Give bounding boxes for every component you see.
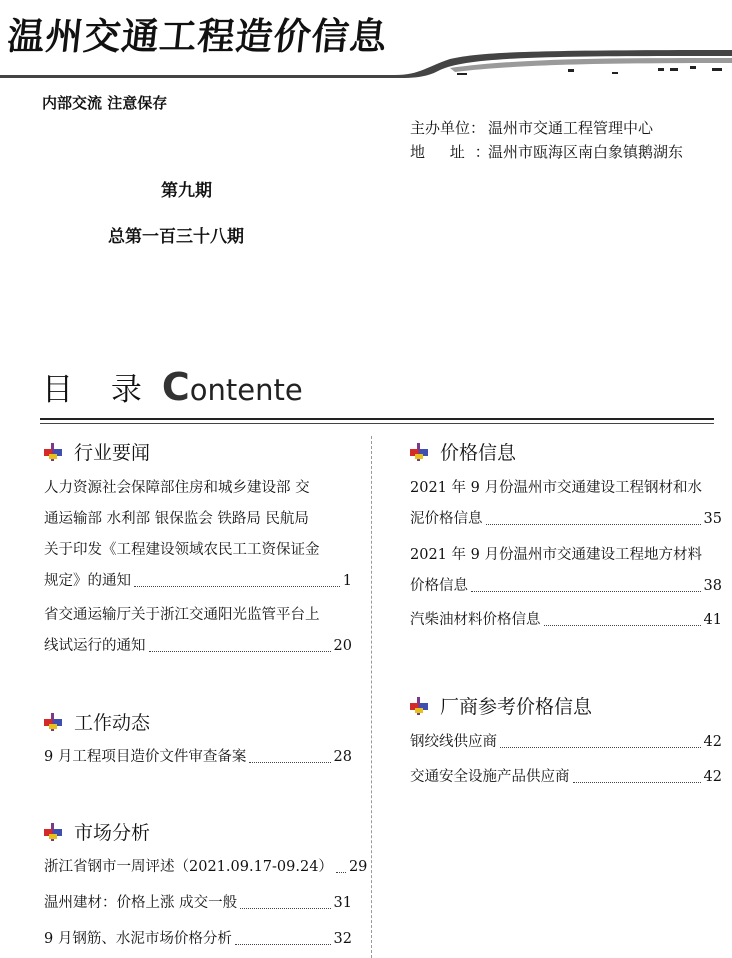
toc-entry-page: 38 <box>703 578 722 594</box>
toc-entry-page: 42 <box>703 734 722 750</box>
toc-entry[interactable] <box>44 888 352 919</box>
toc-entry-text: 浙江省钢市一周评述（2021.09.17-09.24） <box>44 859 333 875</box>
internal-note: 内部交流 注意保存 <box>42 94 168 112</box>
section-title: 行业要闻 <box>74 442 151 464</box>
leader-dots <box>134 566 340 587</box>
toc-entry-text: 价格信息 <box>410 578 468 594</box>
section-title: 价格信息 <box>440 442 517 464</box>
header-swoosh <box>0 46 732 80</box>
section-bullet-icon <box>44 713 62 731</box>
toc-entry-text: 关于印发《工程建设领域农民工工资保证金 <box>44 542 320 558</box>
toc-entry-page: 35 <box>703 511 722 527</box>
toc-entry-text: 泥价格信息 <box>410 511 483 527</box>
toc-entry-text: 2021 年 9 月份温州市交通建设工程钢材和水 <box>410 480 702 496</box>
toc-section-heading <box>44 708 150 735</box>
section-bullet-icon <box>44 823 62 841</box>
toc-entry-text: 通运输部 水利部 银保监会 铁路局 民航局 <box>44 511 309 527</box>
toc-entry-text: 钢绞线供应商 <box>410 734 497 750</box>
section-bullet-icon <box>410 697 428 715</box>
toc-entry-text: 规定》的通知 <box>44 573 131 589</box>
toc-heading <box>42 364 303 409</box>
toc-title-en <box>162 365 303 409</box>
toc-entry-text: 交通安全设施产品供应商 <box>410 769 570 785</box>
toc-entry-text: 2021 年 9 月份温州市交通建设工程地方材料 <box>410 547 702 563</box>
toc-section-heading <box>44 818 150 845</box>
toc-entry-page: 28 <box>333 749 352 765</box>
toc-entry-text: 温州建材：价格上涨 成交一般 <box>44 895 238 911</box>
address-label: 地 址： <box>410 143 500 161</box>
toc-title-en-cap: C <box>161 365 190 409</box>
toc-rule-thin <box>40 423 714 424</box>
leader-dots <box>249 742 330 763</box>
toc-entry-text: 人力资源社会保障部住房和城乡建设部 交 <box>44 480 310 496</box>
section-bullet-icon <box>44 443 62 461</box>
publisher-label: 主办单位： <box>410 119 486 137</box>
leader-dots <box>336 852 346 873</box>
section-bullet-icon <box>410 443 428 461</box>
leader-dots <box>240 888 330 909</box>
leader-dots <box>573 762 701 783</box>
toc-entry-page: 32 <box>333 931 352 947</box>
toc-entry[interactable] <box>410 540 722 602</box>
issue-total: 总第一百三十八期 <box>108 227 244 247</box>
issue-number: 第九期 <box>161 181 212 201</box>
section-title: 厂商参考价格信息 <box>440 696 593 718</box>
toc-entry[interactable] <box>44 473 352 597</box>
toc-rule-thick <box>40 418 714 420</box>
toc-entry[interactable] <box>44 742 352 773</box>
toc-entry[interactable] <box>410 727 722 758</box>
toc-entry-page: 1 <box>342 573 352 589</box>
toc-entry-page: 31 <box>333 895 352 911</box>
section-title: 市场分析 <box>74 822 151 844</box>
leader-dots <box>500 727 701 748</box>
address: 温州市瓯海区南白象镇鹅湖东 <box>488 143 684 161</box>
publisher-name: 温州市交通工程管理中心 <box>488 119 654 137</box>
toc-entry-text: 线试运行的通知 <box>44 638 146 654</box>
toc-entry-page: 41 <box>703 612 722 628</box>
toc-entry-page: 20 <box>333 638 352 654</box>
toc-entry[interactable] <box>44 924 352 955</box>
toc-entry[interactable] <box>44 600 352 662</box>
toc-entry-page: 42 <box>703 769 722 785</box>
publication-title: 温州交通工程造价信息 <box>5 15 390 58</box>
toc-entry-text: 省交通运输厅关于浙江交通阳光监管平台上 <box>44 607 320 623</box>
toc-entry-text: 9 月工程项目造价文件审查备案 <box>44 749 247 765</box>
leader-dots <box>235 924 331 945</box>
toc-entry[interactable] <box>410 605 722 636</box>
toc-section-heading <box>410 438 516 465</box>
leader-dots <box>486 504 701 525</box>
toc-section-heading <box>44 438 150 465</box>
leader-dots <box>544 605 701 626</box>
column-divider <box>371 436 372 958</box>
publisher-block <box>410 116 683 164</box>
toc-entry[interactable] <box>410 473 722 535</box>
toc-title-cn: 目 录 <box>42 372 156 408</box>
toc-entry-text: 9 月钢筋、水泥市场价格分析 <box>44 931 232 947</box>
toc-entry[interactable] <box>410 762 722 793</box>
leader-dots <box>149 631 331 652</box>
toc-section-heading <box>410 692 592 719</box>
toc-entry-text: 汽柴油材料价格信息 <box>410 612 541 628</box>
toc-entry-page: 29 <box>348 859 368 875</box>
leader-dots <box>471 571 701 592</box>
toc-title-en-rest: ontente <box>189 373 303 407</box>
section-title: 工作动态 <box>74 712 151 734</box>
toc-entry[interactable] <box>44 852 368 883</box>
